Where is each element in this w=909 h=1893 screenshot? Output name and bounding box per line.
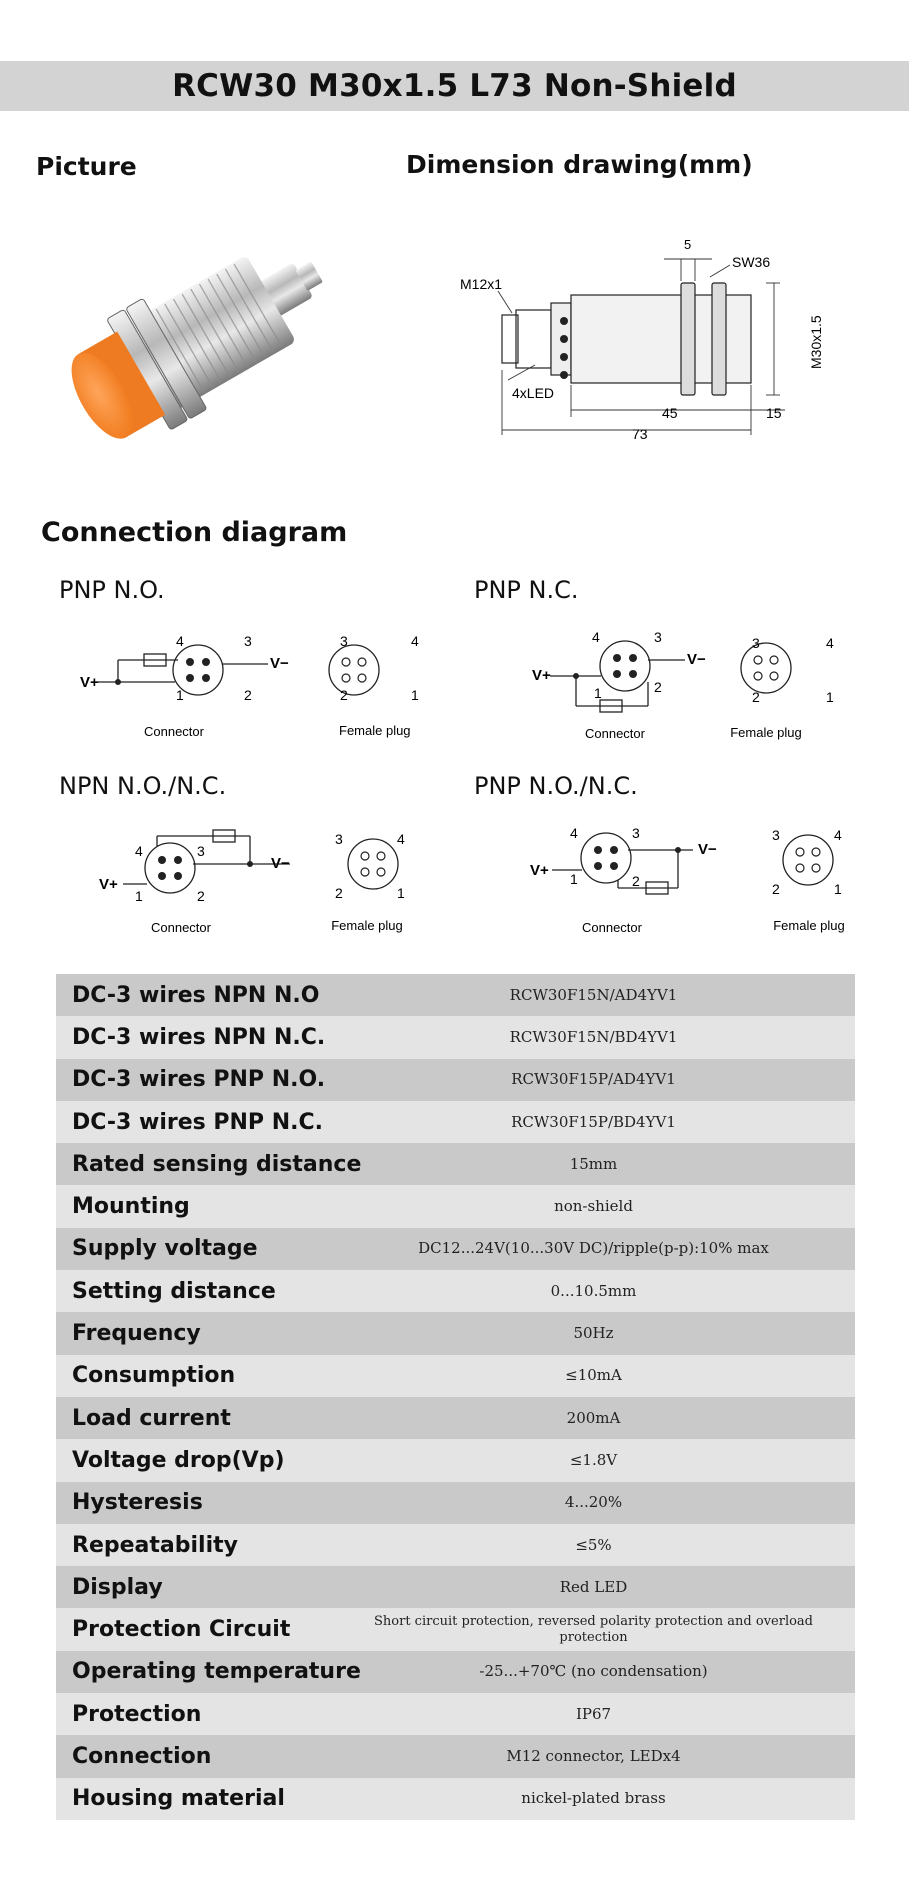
vplus-label: V+	[80, 674, 99, 691]
connector-label: Connector	[144, 724, 204, 739]
spec-value: IP67	[575, 1704, 612, 1723]
spec-label: Protection Circuit	[72, 1617, 291, 1643]
spec-label: DC-3 wires PNP N.C.	[72, 1109, 323, 1135]
vminus-label: V−	[271, 855, 290, 872]
plug-label: Female plug	[730, 725, 802, 740]
table-row	[56, 1185, 855, 1227]
spec-value: 15mm	[569, 1154, 618, 1173]
spec-value: RCW30F15P/BD4YV1	[511, 1112, 676, 1131]
picture-heading: Picture	[36, 152, 137, 181]
spec-label: Display	[72, 1574, 163, 1600]
dim-5-label: 5	[684, 237, 692, 252]
diagram-title: NPN N.O./N.C.	[59, 772, 227, 800]
table-row	[56, 1608, 855, 1650]
diagram-pnp-no	[78, 622, 448, 752]
pin-number: 2	[340, 687, 348, 703]
table-row	[56, 1566, 855, 1608]
pin-number: 2	[244, 687, 252, 703]
dimension-drawing	[440, 225, 860, 455]
dim-45-label: 45	[662, 405, 678, 421]
spec-label: Operating temperature	[72, 1659, 361, 1685]
diagram-title: PNP N.O./N.C.	[474, 772, 638, 800]
pin-number: 4	[176, 633, 184, 649]
spec-value: Short circuit protection, reversed polarity protection and overload protection	[374, 1613, 813, 1645]
pin-number: 4	[826, 635, 834, 651]
plug-label: Female plug	[331, 918, 403, 933]
spec-label: Frequency	[72, 1321, 201, 1347]
spec-label: Housing material	[72, 1786, 285, 1812]
pin-number: 4	[592, 629, 600, 645]
spec-value: ≤5%	[575, 1535, 612, 1554]
vminus-label: V−	[270, 655, 289, 672]
spec-label: Mounting	[72, 1194, 190, 1220]
spec-label: Setting distance	[72, 1278, 276, 1304]
spec-value: DC12...24V(10...30V DC)/ripple(p-p):10% max	[418, 1239, 769, 1258]
dim-m12-label: M12x1	[460, 276, 503, 292]
vplus-label: V+	[99, 876, 118, 893]
spec-value: 4...20%	[564, 1493, 623, 1512]
dim-led-label: 4xLED	[512, 385, 555, 401]
spec-label: Hysteresis	[72, 1490, 203, 1516]
dim-sw-label: SW36	[732, 254, 771, 270]
table-row	[56, 1439, 855, 1481]
vplus-label: V+	[532, 667, 551, 684]
table-row	[56, 1778, 855, 1820]
pin-number: 4	[834, 827, 842, 843]
dim-73-label: 73	[632, 426, 648, 442]
pin-number: 1	[411, 687, 419, 703]
pin-number: 1	[594, 685, 602, 701]
sensor-photo	[50, 220, 350, 470]
pin-number: 3	[654, 629, 662, 645]
spec-value: 0...10.5mm	[550, 1281, 637, 1300]
spec-label: Consumption	[72, 1363, 236, 1389]
plug-label: Female plug	[339, 723, 411, 738]
table-row	[56, 1735, 855, 1777]
specs-table	[56, 974, 855, 1820]
pin-number: 4	[411, 633, 419, 649]
diagram-pnp-no-nc	[528, 820, 868, 940]
table-row	[56, 1016, 855, 1058]
pin-number: 2	[335, 885, 343, 901]
table-row	[56, 1482, 855, 1524]
pin-number: 2	[197, 888, 205, 904]
connector-label: Connector	[585, 726, 645, 741]
table-row	[56, 1101, 855, 1143]
pin-number: 4	[570, 825, 578, 841]
table-row	[56, 1059, 855, 1101]
table-row	[56, 1228, 855, 1270]
spec-label: DC-3 wires PNP N.O.	[72, 1067, 326, 1093]
pin-number: 1	[826, 689, 834, 705]
table-row	[56, 1355, 855, 1397]
table-row	[56, 1524, 855, 1566]
table-row	[56, 1397, 855, 1439]
spec-value: ≤1.8V	[569, 1450, 618, 1469]
pin-number: 1	[834, 881, 842, 897]
diagram-title: PNP N.C.	[474, 576, 579, 604]
diagram-npn-no-nc	[95, 822, 455, 942]
connection-heading: Connection diagram	[41, 517, 348, 548]
pin-number: 3	[340, 633, 348, 649]
spec-value: RCW30F15N/AD4YV1	[509, 985, 678, 1004]
spec-value: Red LED	[559, 1577, 628, 1596]
spec-label: Supply voltage	[72, 1236, 258, 1262]
spec-label: Repeatability	[72, 1532, 238, 1558]
table-row	[56, 1693, 855, 1735]
spec-value: ≤10mA	[565, 1366, 622, 1385]
pin-number: 2	[654, 679, 662, 695]
table-row	[56, 1143, 855, 1185]
pin-number: 4	[135, 843, 143, 859]
spec-label: Load current	[72, 1405, 231, 1431]
table-row	[56, 1312, 855, 1354]
spec-value: 200mA	[566, 1408, 621, 1427]
spec-value: nickel-plated brass	[521, 1789, 666, 1808]
table-row	[56, 1651, 855, 1693]
spec-value: RCW30F15P/AD4YV1	[511, 1070, 676, 1089]
pin-number: 2	[752, 689, 760, 705]
connector-label: Connector	[582, 920, 642, 935]
pin-number: 3	[244, 633, 252, 649]
spec-label: Protection	[72, 1701, 202, 1727]
spec-label: DC-3 wires NPN N.C.	[72, 1024, 326, 1050]
spec-value: RCW30F15N/BD4YV1	[509, 1027, 678, 1046]
dimension-heading: Dimension drawing(mm)	[406, 150, 753, 179]
spec-label: Connection	[72, 1743, 212, 1769]
vplus-label: V+	[530, 862, 549, 879]
pin-number: 1	[570, 871, 578, 887]
pin-number: 2	[632, 873, 640, 889]
spec-value: -25...+70℃ (no condensation)	[479, 1662, 708, 1681]
page-title: RCW30 M30x1.5 L73 Non-Shield	[172, 68, 737, 104]
table-row	[56, 974, 855, 1016]
table-row	[56, 1270, 855, 1312]
dim-15-label: 15	[766, 405, 782, 421]
spec-label: DC-3 wires NPN N.O	[72, 982, 320, 1008]
vminus-label: V−	[687, 651, 706, 668]
pin-number: 3	[772, 827, 780, 843]
pin-number: 3	[752, 635, 760, 651]
connector-label: Connector	[151, 920, 211, 935]
spec-value: non-shield	[554, 1197, 633, 1216]
spec-label: Voltage drop(Vp)	[72, 1447, 285, 1473]
diagram-title: PNP N.O.	[59, 576, 165, 604]
diagram-pnp-nc	[530, 628, 860, 758]
spec-label: Rated sensing distance	[72, 1151, 362, 1177]
plug-label: Female plug	[773, 918, 845, 933]
pin-number: 1	[176, 687, 184, 703]
spec-value: M12 connector, LEDx4	[506, 1746, 681, 1765]
pin-number: 2	[772, 881, 780, 897]
pin-number: 3	[632, 825, 640, 841]
pin-number: 1	[135, 888, 143, 904]
title-bar	[0, 61, 909, 111]
pin-number: 4	[397, 831, 405, 847]
pin-number: 3	[197, 843, 205, 859]
pin-number: 3	[335, 831, 343, 847]
dim-m30-label: M30x1.5	[808, 315, 824, 369]
vminus-label: V−	[698, 841, 717, 858]
pin-number: 1	[397, 885, 405, 901]
spec-value: 50Hz	[573, 1324, 614, 1343]
